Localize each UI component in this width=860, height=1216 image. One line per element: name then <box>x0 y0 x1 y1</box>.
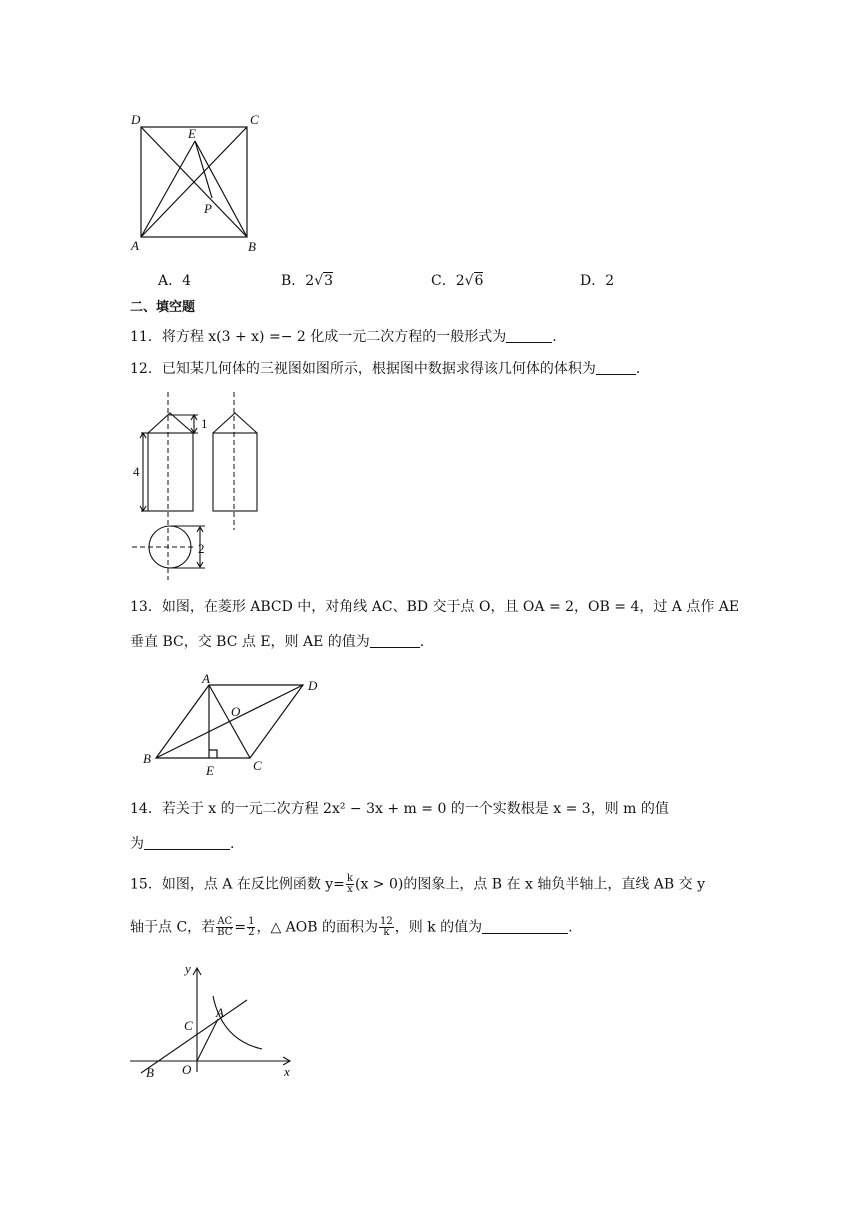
label-O: O <box>231 704 241 719</box>
fraction-numerator: AC <box>217 916 233 927</box>
fraction-denominator: x <box>347 884 353 895</box>
label-C: C <box>250 112 259 127</box>
fraction-numerator: 1 <box>248 916 255 927</box>
question-15-part-d: ，△ AOB 的面积为 <box>256 919 379 936</box>
question-14-text: 为 <box>130 836 144 852</box>
fraction-denominator: BC <box>217 927 233 938</box>
fraction-denominator: k <box>383 927 390 938</box>
question-13-text: 垂直 BC，交 BC 点 E，则 AE 的值为 <box>130 634 370 650</box>
dimension-4: 4 <box>133 464 140 479</box>
question-13-line-1: 13．如图，在菱形 ABCD 中，对角线 AC、BD 交于点 O，且 OA = 2，OB = 4，过 A 点作 AE <box>130 599 740 615</box>
option-b-radicand: 3 <box>324 273 334 289</box>
label-A: A <box>216 1005 224 1020</box>
label-C: C <box>253 758 262 773</box>
label-E: E <box>206 763 214 778</box>
label-B: B <box>143 751 151 766</box>
dimension-1: 1 <box>201 416 208 431</box>
option-c-prefix: C．2 <box>431 273 465 289</box>
label-O: O <box>182 1062 192 1077</box>
option-c-radicand: 6 <box>474 273 484 289</box>
question-12-end: . <box>635 361 641 377</box>
axis-label-x: x <box>284 1064 290 1079</box>
option-d: D．2 <box>580 273 615 289</box>
section-heading: 二、填空题 <box>130 300 196 315</box>
option-b-prefix: B．2 <box>281 273 315 289</box>
question-11-text: 11．将方程 x(3 + x) =− 2 化成一元二次方程的一般形式为 <box>130 329 507 345</box>
fraction-numerator: k <box>346 873 353 884</box>
option-c: C．2√6 <box>431 273 484 289</box>
dimension-2: 2 <box>198 541 205 556</box>
label-D: D <box>308 678 318 693</box>
question-15-part-b: (x > 0)的图象上，点 B 在 x 轴负半轴上，直线 AB 交 y <box>354 876 705 893</box>
label-E: E <box>188 126 196 141</box>
question-15-equals: = <box>234 919 247 936</box>
label-B: B <box>146 1065 154 1080</box>
axis-label-y: y <box>185 961 191 976</box>
question-15-part-a: 15．如图，点 A 在反比例函数 y= <box>130 876 345 893</box>
label-A: A <box>131 238 139 253</box>
option-a: A．4 <box>158 273 192 289</box>
label-B: B <box>248 239 256 254</box>
label-C: C <box>184 1018 193 1033</box>
label-A: A <box>202 671 210 686</box>
question-12-text: 12．已知某几何体的三视图如图所示，根据图中数据求得该几何体的体积为 <box>130 361 596 377</box>
question-14-end: . <box>230 836 235 852</box>
label-D: D <box>131 112 141 127</box>
question-11-end: . <box>552 329 557 345</box>
fraction-denominator: 2 <box>248 927 255 938</box>
question-14-line-1: 14．若关于 x 的一元二次方程 2x² − 3x + m = 0 的一个实数根是 x = 3，则 m 的值 <box>130 801 669 817</box>
label-P: P <box>204 201 212 216</box>
question-15-part-c: 轴于点 C，若 <box>130 919 216 936</box>
question-15-end: . <box>568 919 573 936</box>
fraction-numerator: 12 <box>380 916 393 927</box>
question-15-part-e: ，则 k 的值为 <box>394 919 483 936</box>
question-13-end: . <box>419 634 425 650</box>
option-b: B．2√3 <box>281 273 334 289</box>
